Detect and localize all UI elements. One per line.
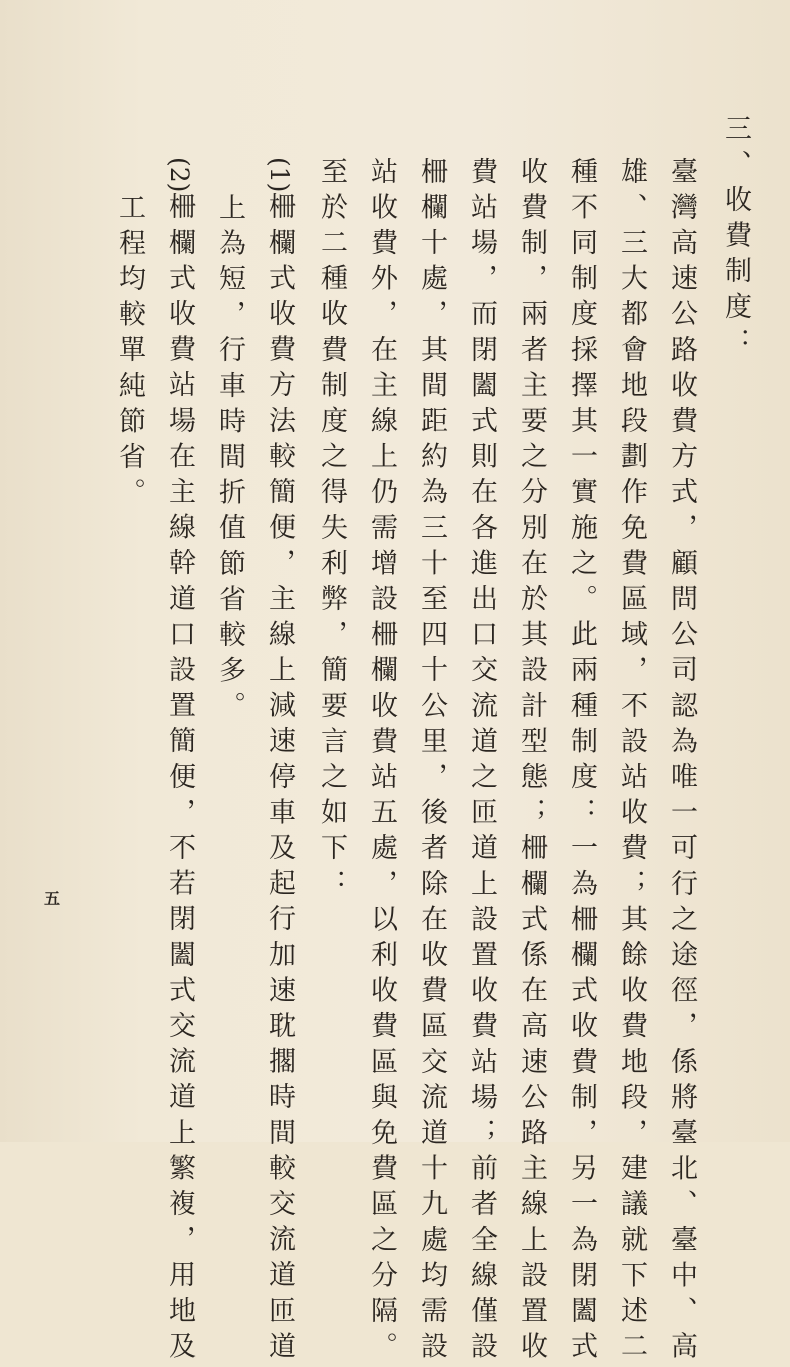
text-column-7 [364,157,398,1367]
list-item-line: 工程均較單純節省。 [114,193,145,514]
text-line: 站收費外，在主線上仍需增設柵欄收費站五處，以利收費區與免費區之分隔。 [366,157,397,1367]
list-marker: (1) [265,157,294,193]
text-column-8 [314,157,348,905]
section-heading-text: 三、收費制度： [720,114,751,364]
list-item-1-continuation [212,193,246,727]
list-item-line: 柵欄式收費方法較簡便，主線上減速停車及起行加速耽擱時間較交流道匝道 [264,192,295,1367]
section-heading [718,114,752,363]
list-item-1 [262,157,296,1367]
text-column-2 [614,157,648,1367]
list-item-line: 柵欄式收費站場在主線幹道口設置簡便，不若閉闔式交流道上繁複，用地及 [164,192,195,1367]
page-number: 五 [44,889,61,908]
text-column-5 [464,157,498,1367]
text-line: 雄、三大都會地段劃作免費區域，不設站收費；其餘收費地段，建議就下述二 [616,157,647,1367]
text-line: 費站場，而閉闔式則在各進出口交流道之匝道上設置收費站場；前者全線僅設 [466,157,497,1367]
text-line: 種不同制度採擇其一實施之。此兩種制度：一為柵欄式收費制，另一為閉闔式 [566,157,597,1367]
text-column-4 [514,157,548,1367]
list-item-line: 上為短，行車時間折值節省較多。 [214,193,245,727]
text-line: 柵欄十處，其間距約為三十至四十公里，後者除在收費區交流道十九處均需設 [416,157,447,1367]
text-line: 臺灣高速公路收費方式，顧問公司認為唯一可行之途徑，係將臺北、臺中、高 [666,157,697,1367]
list-marker: (2) [165,157,194,193]
text-line: 至於二種收費制度之得失利弊，簡要言之如下： [316,157,347,905]
list-item-2-continuation [112,193,146,513]
text-line: 收費制，兩者主要之分別在於其設計型態；柵欄式係在高速公路主線上設置收 [516,157,547,1367]
list-item-2 [162,157,196,1367]
text-column-1 [664,157,698,1367]
text-column-6 [414,157,448,1367]
text-column-3 [564,157,598,1367]
